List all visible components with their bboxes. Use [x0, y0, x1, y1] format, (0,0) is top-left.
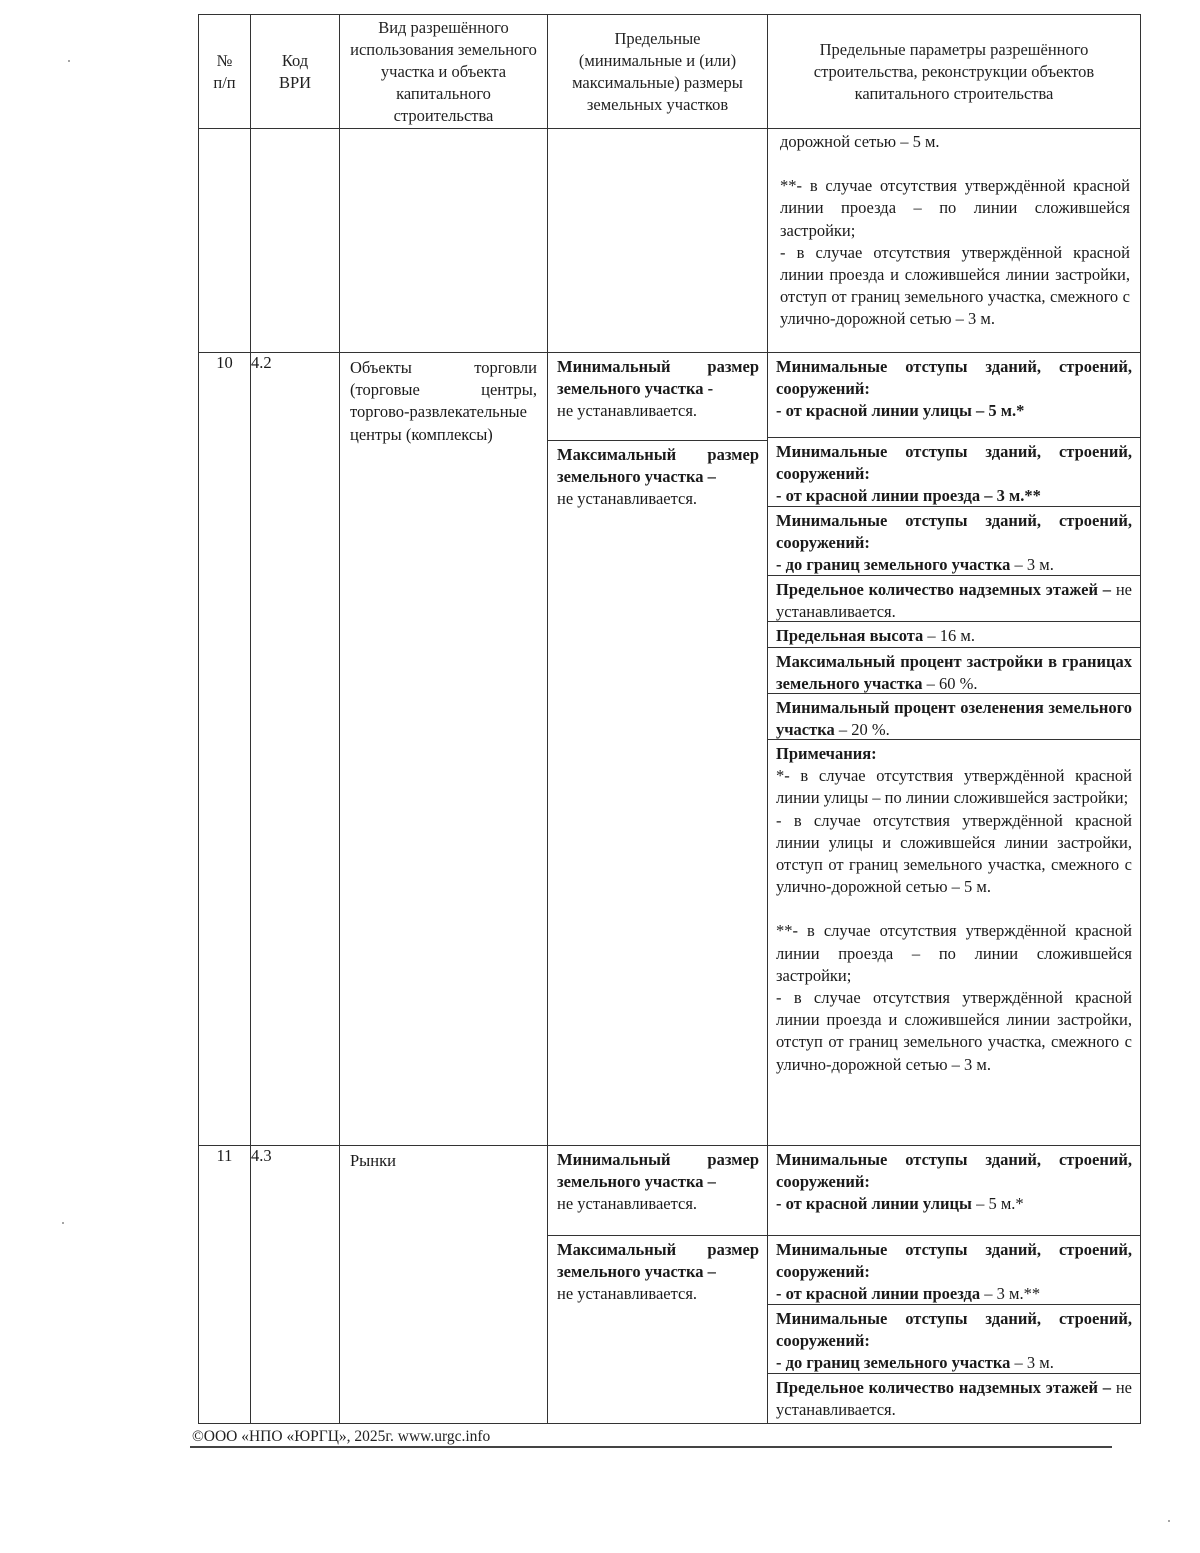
param-value: – 20 %.	[834, 720, 890, 740]
min-plot-size	[548, 1146, 767, 1236]
note-text: **- в случае отсутствия утверждённой красной линии проезда – по линии сложившейся застройки;	[776, 921, 1132, 985]
param-build-percent	[768, 648, 1140, 694]
table-row-continuation	[199, 129, 1141, 353]
param-value: не устанавливается.	[776, 580, 1132, 622]
row-number: 10	[199, 353, 251, 1146]
param-floors	[768, 1374, 1140, 1423]
note-text: *- в случае отсутствия утверждённой красной линии улицы – по линии сложившейся застройки;	[776, 766, 1132, 808]
param-height	[768, 622, 1140, 648]
row-code: 4.2	[251, 353, 340, 1146]
param-title: Минимальный процент озеленения земельного участка	[776, 698, 1132, 740]
param-title: Предельное количество надземных этажей –	[776, 580, 1112, 599]
max-size-label: Максимальный размер земельного участка –	[557, 1240, 759, 1282]
param-value: – 16 м.	[923, 626, 975, 645]
max-size-value: не устанавливается.	[557, 489, 698, 509]
min-plot-size	[548, 353, 767, 441]
param-title: Минимальные отступы зданий, строений, сооружений:	[776, 442, 1132, 484]
note-text: - в случае отсутствия утверждённой красной линии улицы и сложившейся линии застройки, отступ от границ земельного участка, смежного с улично-дорожной сетью – 5 м.	[776, 810, 1132, 897]
param-value: – 60 %.	[922, 674, 978, 694]
continuation-note: **- в случае отсутствия утверждённой красной линии проезда – по линии сложившейся застройки;	[780, 176, 1130, 240]
table-header-row	[199, 15, 1141, 129]
continuation-note: - в случае отсутствия утверждённой красной линии проезда и сложившейся линии застройки, отступ от границ земельного участка, смежного с улично-дорожной сетью – 3 м.	[780, 242, 1130, 329]
param-title: Максимальный процент застройки в границах земельного участка	[776, 652, 1132, 694]
param-green-percent	[768, 694, 1140, 740]
notes-title: Примечания:	[776, 744, 877, 763]
param-title: Минимальные отступы зданий, строений, сооружений:	[776, 511, 1132, 553]
param-value-number: – 5 м.*	[971, 1194, 1024, 1214]
max-plot-size	[548, 441, 767, 513]
param-floors	[768, 576, 1140, 622]
min-size-label: Минимальный размер земельного участка –	[557, 1150, 759, 1192]
param-title: Предельная высота	[776, 626, 924, 645]
header-parameters: Предельные параметры разрешённого строительства, реконструкции объектов капитального строительства	[768, 15, 1141, 129]
use-type-name: Рынки	[350, 1151, 396, 1170]
scan-speck	[62, 1222, 64, 1224]
param-title: Минимальные отступы зданий, строений, сооружений:	[776, 1309, 1132, 1351]
note-text: - в случае отсутствия утверждённой красной линии проезда и сложившейся линии застройки, отступ от границ земельного участка, смежного с улично-дорожной сетью – 3 м.	[776, 988, 1132, 1074]
param-title: Минимальные отступы зданий, строений, сооружений:	[776, 1240, 1132, 1282]
row-code: 4.3	[251, 1146, 340, 1424]
param-red-line-passage	[768, 438, 1140, 507]
row-number: 11	[199, 1146, 251, 1424]
param-value: - от красной линии улицы	[776, 1194, 972, 1214]
param-value: - до границ земельного участка	[776, 555, 1011, 575]
page-footer: ©ООО «НПО «ЮРГЦ», 2025г. www.urgc.info	[192, 1428, 491, 1445]
param-value-number: – 3 м.**	[980, 1284, 1041, 1304]
scan-speck	[1168, 1520, 1170, 1522]
param-red-line-street	[768, 353, 1140, 438]
scan-speck	[68, 60, 70, 62]
table-row-11	[199, 1146, 1141, 1424]
continuation-line: дорожной сетью – 5 м.	[780, 132, 940, 151]
param-value: - до границ земельного участка	[776, 1353, 1011, 1373]
footer-divider	[190, 1446, 1112, 1448]
param-red-line-passage	[768, 1236, 1140, 1305]
min-size-value: не устанавливается.	[557, 1194, 698, 1214]
param-value-number: – 3 м.	[1010, 555, 1054, 575]
header-number: № п/п	[199, 15, 251, 129]
max-size-label: Максимальный размер земельного участка –	[557, 445, 759, 487]
continuation-text	[768, 129, 1140, 331]
min-size-label: Минимальный размер земельного участка -	[557, 357, 759, 399]
param-title: Минимальные отступы зданий, строений, сооружений:	[776, 357, 1132, 399]
header-use-type: Вид разрешённого использования земельного участка и объекта капитального строительства	[340, 15, 548, 129]
param-title: Минимальные отступы зданий, строений, сооружений:	[776, 1150, 1132, 1192]
param-title: Предельное количество надземных этажей –	[776, 1378, 1112, 1397]
header-plot-size: Предельные (минимальные и (или) максимальные) размеры земельных участков	[548, 15, 768, 129]
param-red-line-street	[768, 1146, 1140, 1236]
param-value-number: – 3 м.	[1010, 1353, 1054, 1373]
use-type-name: Объекты торговли (торговые центры, торгово-развлекательные центры (комплексы)	[350, 358, 537, 444]
max-size-value: не устанавливается.	[557, 1284, 698, 1304]
regulations-table	[198, 14, 1141, 1424]
param-value: не устанавливается.	[776, 1378, 1132, 1420]
max-plot-size	[548, 1236, 767, 1308]
notes-block	[768, 740, 1140, 1078]
header-code: Код ВРИ	[251, 15, 340, 129]
param-value: - от красной линии улицы – 5 м.*	[776, 401, 1025, 421]
param-value: - от красной линии проезда – 3 м.**	[776, 486, 1041, 506]
param-plot-boundary	[768, 507, 1140, 576]
table-row-10	[199, 353, 1141, 1146]
min-size-value: не устанавливается.	[557, 401, 698, 421]
param-value: - от красной линии проезда	[776, 1284, 981, 1304]
param-plot-boundary	[768, 1305, 1140, 1374]
